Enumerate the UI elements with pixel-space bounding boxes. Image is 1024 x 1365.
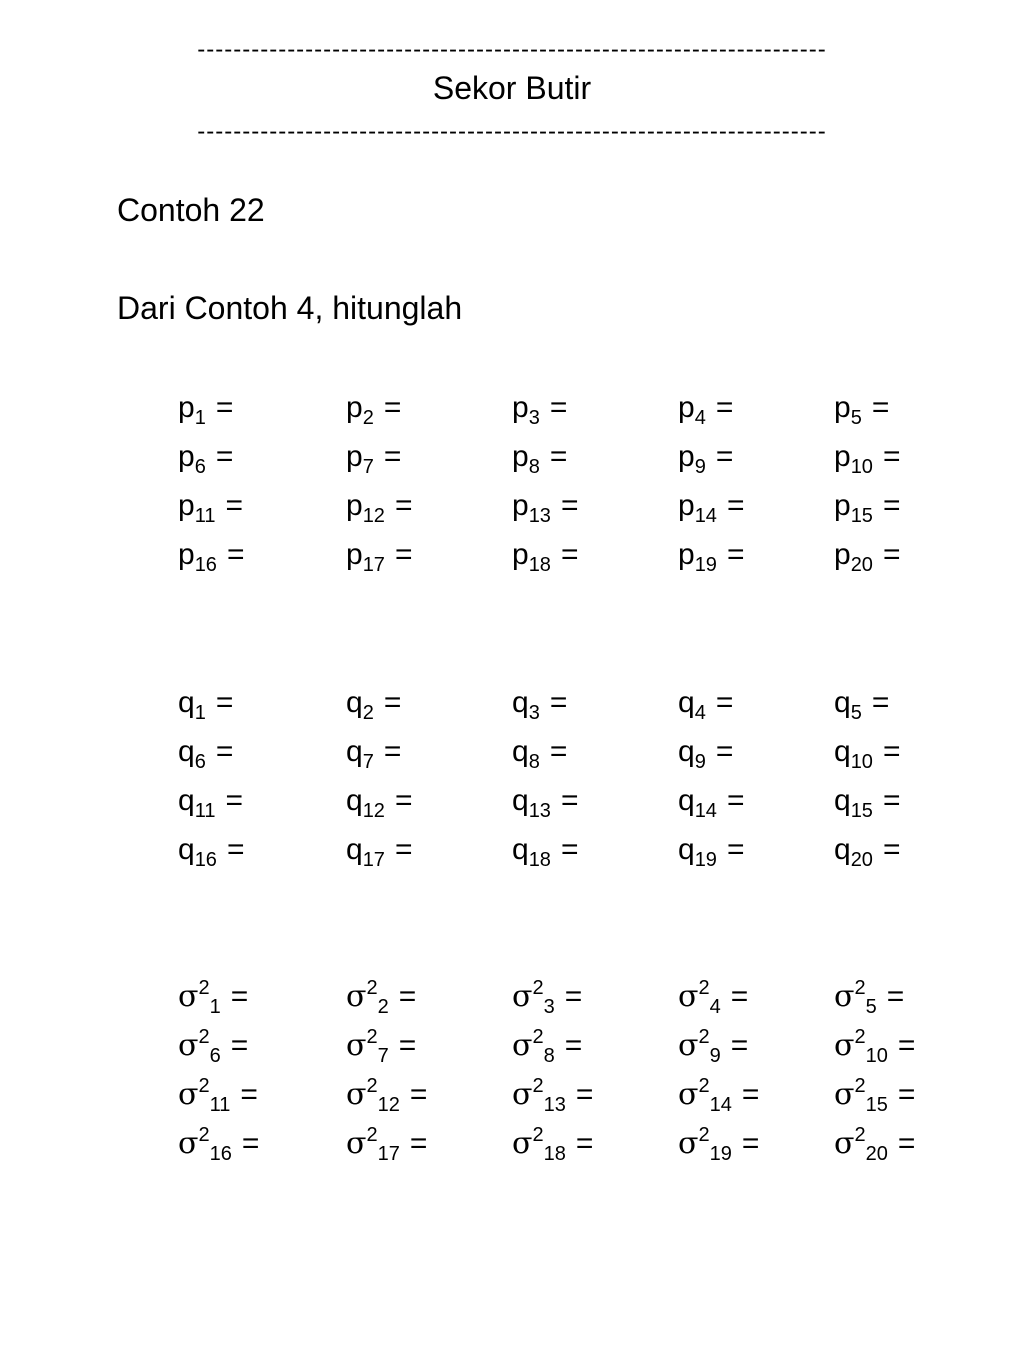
symbol: σ [512,979,533,1014]
superscript: 2 [198,1075,210,1097]
q-formula [512,833,579,871]
equals-sign: = [241,1127,260,1160]
equals-sign: = [564,1029,583,1062]
superscript: 2 [698,1075,710,1097]
q-formula [178,784,243,822]
subscript: 17 [362,554,385,576]
subscript: 5 [850,702,862,724]
equals-sign: = [230,980,249,1013]
sigma-formula [678,1026,749,1067]
q-formula [178,833,245,871]
symbol: p [512,489,529,522]
symbol: q [346,833,363,866]
q-formula [346,833,413,871]
sigma-formula [834,1026,916,1067]
q-formula [512,686,568,724]
subscript: 12 [362,800,385,822]
q-formula [178,686,234,724]
p-formula [834,489,901,527]
subscript: 20 [850,554,873,576]
subscript: 11 [194,505,216,527]
subscript: 16 [194,554,217,576]
equals-sign: = [560,489,579,522]
subscript: 16 [194,849,217,871]
equals-sign: = [409,1127,428,1160]
subscript: 17 [377,1143,400,1165]
subscript: 10 [865,1045,888,1067]
superscript: 2 [198,977,210,999]
symbol: q [678,833,695,866]
p-formula [834,391,890,429]
q-formula [678,833,745,871]
equals-sign: = [398,1029,417,1062]
subscript: 1 [194,407,206,429]
subscript: 12 [362,505,385,527]
superscript: 2 [532,1026,544,1048]
symbol: p [678,489,695,522]
p-formula [178,489,243,527]
equals-sign: = [871,391,890,424]
symbol: p [178,391,195,424]
equals-sign: = [394,538,413,571]
p-formula [834,538,901,576]
subscript: 6 [194,751,206,773]
equals-sign: = [882,784,901,817]
sigma-formula [346,1026,417,1067]
equals-sign: = [549,735,568,768]
symbol: σ [834,1077,855,1112]
p-formula [678,440,734,478]
equals-sign: = [226,833,245,866]
equals-sign: = [225,489,243,522]
subscript: 8 [543,1045,555,1067]
subscript: 11 [209,1094,231,1116]
equals-sign: = [715,440,734,473]
superscript: 2 [698,1124,710,1146]
subscript: 10 [850,456,873,478]
symbol: q [678,735,695,768]
subscript: 9 [694,456,706,478]
equals-sign: = [230,1029,249,1062]
q-formula [834,686,890,724]
p-formula [178,391,234,429]
subscript: 4 [694,407,706,429]
symbol: p [834,391,851,424]
subscript: 5 [865,996,877,1018]
symbol: q [346,735,363,768]
subscript: 11 [194,800,216,822]
subscript: 3 [543,996,555,1018]
sigma-formula [834,977,905,1018]
p-formula [178,538,245,576]
equals-sign: = [741,1078,760,1111]
subscript: 18 [543,1143,566,1165]
subscript: 1 [194,702,206,724]
symbol: p [678,538,695,571]
symbol: q [346,686,363,719]
q-formula [178,735,234,773]
equals-sign: = [897,1029,916,1062]
subscript: 14 [694,800,717,822]
equals-sign: = [215,391,234,424]
symbol: q [512,833,529,866]
p-formula [346,489,413,527]
symbol: q [678,784,695,817]
symbol: σ [678,979,699,1014]
subscript: 13 [528,800,551,822]
subscript: 8 [528,751,540,773]
subscript: 2 [362,702,374,724]
symbol: p [834,538,851,571]
subscript: 15 [850,800,873,822]
subscript: 9 [709,1045,721,1067]
subscript: 19 [694,849,717,871]
subscript: 7 [362,456,374,478]
subscript: 5 [850,407,862,429]
superscript: 2 [532,977,544,999]
sigma-formula [834,1075,916,1116]
equals-sign: = [394,489,413,522]
equals-sign: = [394,833,413,866]
superscript: 2 [366,977,378,999]
equals-sign: = [741,1127,760,1160]
equals-sign: = [560,784,579,817]
equals-sign: = [726,489,745,522]
symbol: q [346,784,363,817]
equals-sign: = [398,980,417,1013]
sigma-formula [678,1124,760,1165]
symbol: σ [178,1077,199,1112]
p-formula [346,538,413,576]
equals-sign: = [564,980,583,1013]
equals-sign: = [882,735,901,768]
sigma-formula [346,977,417,1018]
equals-sign: = [240,1078,258,1111]
symbol: p [346,391,363,424]
sigma-formula [346,1075,428,1116]
equals-sign: = [383,686,402,719]
subscript: 2 [377,996,389,1018]
equals-sign: = [726,538,745,571]
superscript: 2 [854,1124,866,1146]
symbol: σ [834,1028,855,1063]
sigma-formula [346,1124,428,1165]
superscript: 2 [532,1124,544,1146]
subscript: 6 [194,456,206,478]
symbol: q [178,735,195,768]
q-formula [834,833,901,871]
p-formula [512,538,579,576]
p-formula [178,440,234,478]
symbol: q [178,784,195,817]
symbol: σ [834,979,855,1014]
equals-sign: = [383,440,402,473]
subscript: 1 [209,996,221,1018]
equals-sign: = [560,538,579,571]
symbol: σ [346,1126,367,1161]
subscript: 8 [528,456,540,478]
equals-sign: = [549,686,568,719]
superscript: 2 [366,1075,378,1097]
subscript: 19 [694,554,717,576]
p-formula [512,440,568,478]
p-formula [678,489,745,527]
superscript: 2 [698,1026,710,1048]
equals-sign: = [226,538,245,571]
superscript: 2 [532,1075,544,1097]
equals-sign: = [575,1078,594,1111]
equals-sign: = [383,391,402,424]
symbol: p [178,489,195,522]
subscript: 15 [850,505,873,527]
equals-sign: = [575,1127,594,1160]
symbol: q [512,784,529,817]
sigma-formula [178,1075,258,1116]
equals-sign: = [225,784,243,817]
equals-sign: = [560,833,579,866]
symbol: σ [346,979,367,1014]
p-formula [678,538,745,576]
q-formula [678,686,734,724]
superscript: 2 [854,1075,866,1097]
equals-sign: = [549,391,568,424]
sigma-formula [178,1124,260,1165]
sigma-formula [678,1075,760,1116]
q-formula [834,784,901,822]
subscript: 15 [865,1094,888,1116]
symbol: σ [346,1028,367,1063]
symbol: p [678,391,695,424]
subscript: 20 [850,849,873,871]
subscript: 7 [362,751,374,773]
equals-sign: = [886,980,905,1013]
equals-sign: = [882,489,901,522]
subscript: 2 [362,407,374,429]
superscript: 2 [854,1026,866,1048]
equals-sign: = [730,1029,749,1062]
equals-sign: = [215,735,234,768]
equals-sign: = [882,440,901,473]
q-formula [346,784,413,822]
sigma-formula [512,1026,583,1067]
subscript: 7 [377,1045,389,1067]
superscript: 2 [854,977,866,999]
subscript: 4 [709,996,721,1018]
symbol: q [678,686,695,719]
p-formula [512,391,568,429]
q-formula [346,686,402,724]
symbol: p [512,538,529,571]
symbol: p [678,440,695,473]
symbol: σ [178,1028,199,1063]
subscript: 19 [709,1143,732,1165]
symbol: p [346,538,363,571]
symbol: p [512,391,529,424]
equals-sign: = [409,1078,428,1111]
subscript: 20 [865,1143,888,1165]
symbol: q [178,833,195,866]
subscript: 18 [528,554,551,576]
page-title: Sekor Butir [432,70,592,106]
equals-sign: = [882,538,901,571]
equals-sign: = [715,391,734,424]
symbol: p [834,489,851,522]
p-formula [346,440,402,478]
symbol: q [834,735,851,768]
symbol: q [834,686,851,719]
equals-sign: = [394,784,413,817]
p-formula [834,440,901,478]
superscript: 2 [366,1026,378,1048]
symbol: σ [178,1126,199,1161]
subscript: 14 [694,505,717,527]
equals-sign: = [715,686,734,719]
symbol: σ [512,1077,533,1112]
equals-sign: = [549,440,568,473]
header-rule-top: ---------------------------------------------------------------------- [197,36,827,63]
symbol: σ [834,1126,855,1161]
symbol: σ [678,1077,699,1112]
subscript: 6 [209,1045,221,1067]
subscript: 4 [694,702,706,724]
equals-sign: = [715,735,734,768]
symbol: σ [178,979,199,1014]
q-formula [678,735,734,773]
sigma-formula [678,977,749,1018]
symbol: p [834,440,851,473]
superscript: 2 [366,1124,378,1146]
equals-sign: = [871,686,890,719]
p-formula [346,391,402,429]
symbol: p [178,440,195,473]
sigma-formula [512,1075,594,1116]
subscript: 13 [543,1094,566,1116]
equals-sign: = [730,980,749,1013]
q-formula [834,735,901,773]
equals-sign: = [215,686,234,719]
symbol: q [834,833,851,866]
q-formula [678,784,745,822]
symbol: p [178,538,195,571]
equals-sign: = [215,440,234,473]
equals-sign: = [897,1127,916,1160]
subscript: 10 [850,751,873,773]
subscript: 14 [709,1094,732,1116]
symbol: q [512,735,529,768]
superscript: 2 [198,1124,210,1146]
sigma-formula [512,977,583,1018]
subscript: 13 [528,505,551,527]
superscript: 2 [198,1026,210,1048]
symbol: σ [678,1028,699,1063]
subscript: 3 [528,702,540,724]
subscript: 3 [528,407,540,429]
symbol: q [512,686,529,719]
example-heading: Contoh 22 [117,192,265,228]
p-formula [512,489,579,527]
symbol: σ [678,1126,699,1161]
symbol: q [834,784,851,817]
header-rule-bottom: ---------------------------------------------------------------------- [197,118,827,145]
subscript: 18 [528,849,551,871]
symbol: p [346,440,363,473]
p-formula [678,391,734,429]
equals-sign: = [383,735,402,768]
symbol: p [346,489,363,522]
sigma-formula [512,1124,594,1165]
subscript: 16 [209,1143,232,1165]
symbol: σ [512,1028,533,1063]
equals-sign: = [726,784,745,817]
equals-sign: = [897,1078,916,1111]
subscript: 12 [377,1094,400,1116]
equals-sign: = [726,833,745,866]
superscript: 2 [698,977,710,999]
symbol: σ [346,1077,367,1112]
q-formula [346,735,402,773]
sigma-formula [834,1124,916,1165]
sigma-formula [178,1026,249,1067]
symbol: σ [512,1126,533,1161]
example-instruction: Dari Contoh 4, hitunglah [117,290,463,326]
q-formula [512,784,579,822]
equals-sign: = [882,833,901,866]
q-formula [512,735,568,773]
symbol: p [512,440,529,473]
sigma-formula [178,977,249,1018]
subscript: 17 [362,849,385,871]
symbol: q [178,686,195,719]
subscript: 9 [694,751,706,773]
